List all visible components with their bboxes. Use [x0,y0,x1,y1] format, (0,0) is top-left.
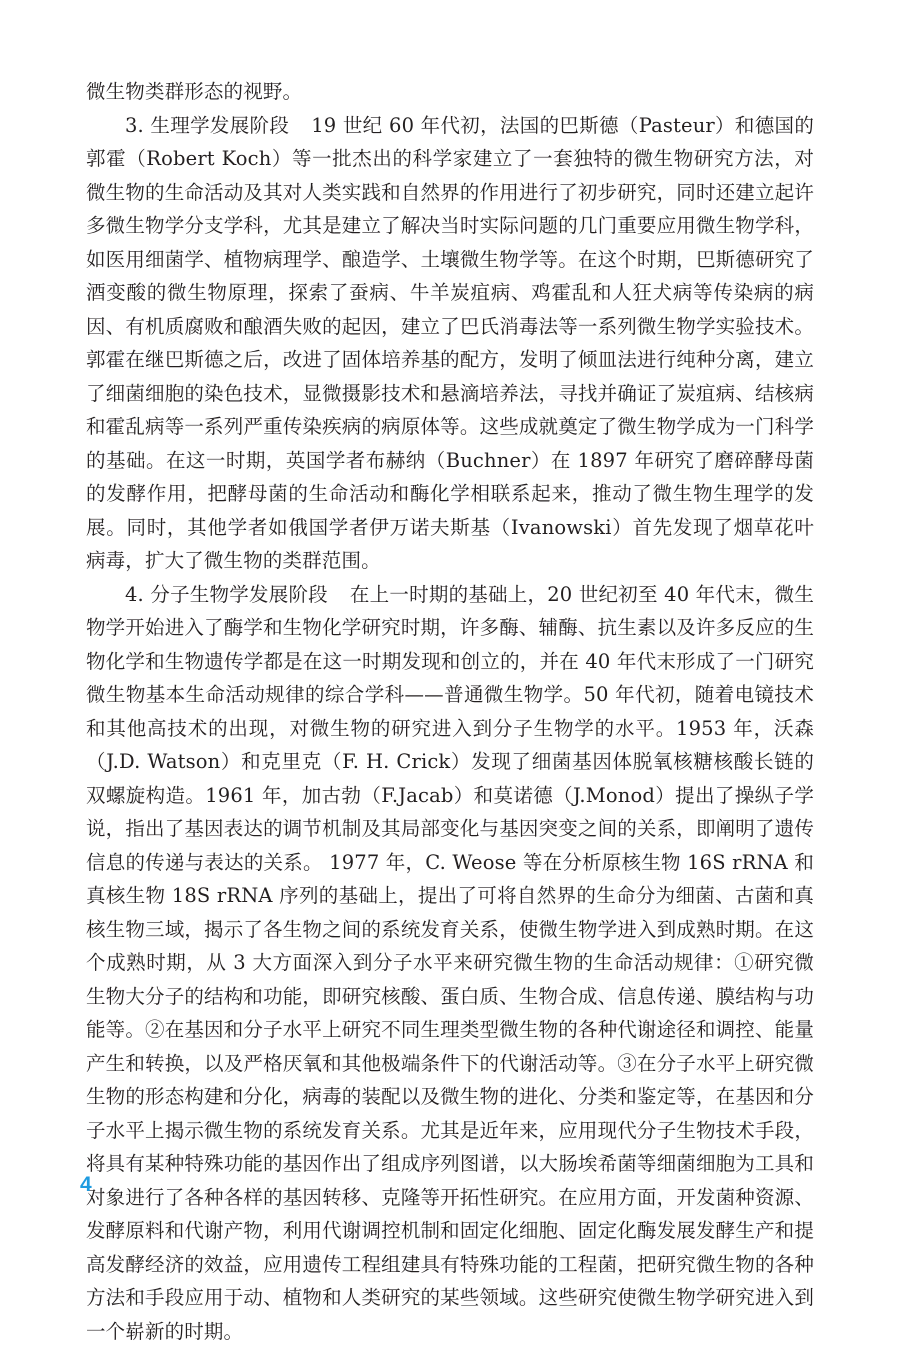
paragraph-physiology-stage [86,109,814,578]
paragraph-continuation [86,75,814,109]
paragraph-text: 在上一时期的基础上，20 世纪初至 40 年代末，微生物学开始进入了酶学和生物化学研究时期，许多酶、辅酶、抗生素以及许多反应的生物化学和生物遗传学都是在这一时期发现和创立的，并在 40 年代末形成了一门研究微生物基本生命活动规律的综合学科——普通微生物学。50 年代初，随着电镜技术和其他高技术的出现，对微生物的研究进入到分子生物学的水平。1953 年，沃森（J.D. Watson）和克里克（F. H. Crick）发现了细菌基因体脱氧核糖核酸长链的双螺旋构造。1961 年，加古勃（F.Jacab）和莫诺德（J.Monod）提出了操纵子学说，指出了基因表达的调节机制及其局部变化与基因突变之间的关系，即阐明了遗传信息的传递与表达的关系。 1977 年，C. Weose 等在分析原核生物 16S rRNA 和真核生物 18S rRNA 序列的基础上，提出了可将自然界的生命分为细菌、古菌和真核生物三域，揭示了各生物之间的系统发育关系，使微生物学进入到成熟时期。在这个成熟时期，从 3 大方面深入到分子水平来研究微生物的生命活动规律：①研究微生物大分子的结构和功能，即研究核酸、蛋白质、生物合成、信息传递、膜结构与功能等。②在基因和分子水平上研究不同生理类型微生物的各种代谢途径和调控、能量产生和转换，以及严格厌氧和其他极端条件下的代谢活动等。③在分子水平上研究微生物的形态构建和分化，病毒的装配以及微生物的进化、分类和鉴定等，在基因和分子水平上揭示微生物的系统发育关系。尤其是近年来，应用现代分子生物技术手段，将具有某种特殊功能的基因作出了组成序列图谱，以大肠埃希菌等细菌细胞为工具和对象进行了各种各样的基因转移、克隆等开拓性研究。在应用方面，开发菌种资源、发酵原料和代谢产物，利用代谢调控机制和固定化细胞、固定化酶发展发酵生产和提高发酵经济的效益，应用遗传工程组建具有特殊功能的工程菌，把研究微生物的各种方法和手段应用于动、植物和人类研究的某些领域。这些研究使微生物学研究进入到一个崭新的时期。 [86,583,814,1343]
paragraph-text: 微生物类群形态的视野。 [86,80,302,103]
section-heading-physiology: 3. 生理学发展阶段 [125,114,289,137]
paragraph-text: 19 世纪 60 年代初，法国的巴斯德（Pasteur）和德国的郭霍（Robert Koch）等一批杰出的科学家建立了一套独特的微生物研究方法，对微生物的生命活动及其对人类实践和自然界的作用进行了初步研究，同时还建立起许多微生物学分支学科，尤其是建立了解决当时实际问题的几门重要应用微生物学科，如医用细菌学、植物病理学、酿造学、土壤微生物学等。在这个时期，巴斯德研究了酒变酸的微生物原理，探索了蚕病、牛羊炭疽病、鸡霍乱和人狂犬病等传染病的病因、有机质腐败和酿酒失败的起因，建立了巴氏消毒法等一系列微生物学实验技术。郭霍在继巴斯德之后，改进了固体培养基的配方，发明了倾皿法进行纯种分离，建立了细菌细胞的染色技术，显微摄影技术和悬滴培养法，寻找并确证了炭疽病、结核病和霍乱病等一系列严重传染疾病的病原体等。这些成就奠定了微生物学成为一门科学的基础。在这一时期，英国学者布赫纳（Buchner）在 1897 年研究了磨碎酵母菌的发酵作用，把酵母菌的生命活动和酶化学相联系起来，推动了微生物生理学的发展。同时，其他学者如俄国学者伊万诺夫斯基（Ivanowski）首先发现了烟草花叶病毒，扩大了微生物的类群范围。 [86,114,814,573]
document-body [86,75,814,1348]
page-number: 4 [80,1173,92,1197]
paragraph-molecular-stage [86,578,814,1348]
section-heading-molecular: 4. 分子生物学发展阶段 [125,583,328,606]
